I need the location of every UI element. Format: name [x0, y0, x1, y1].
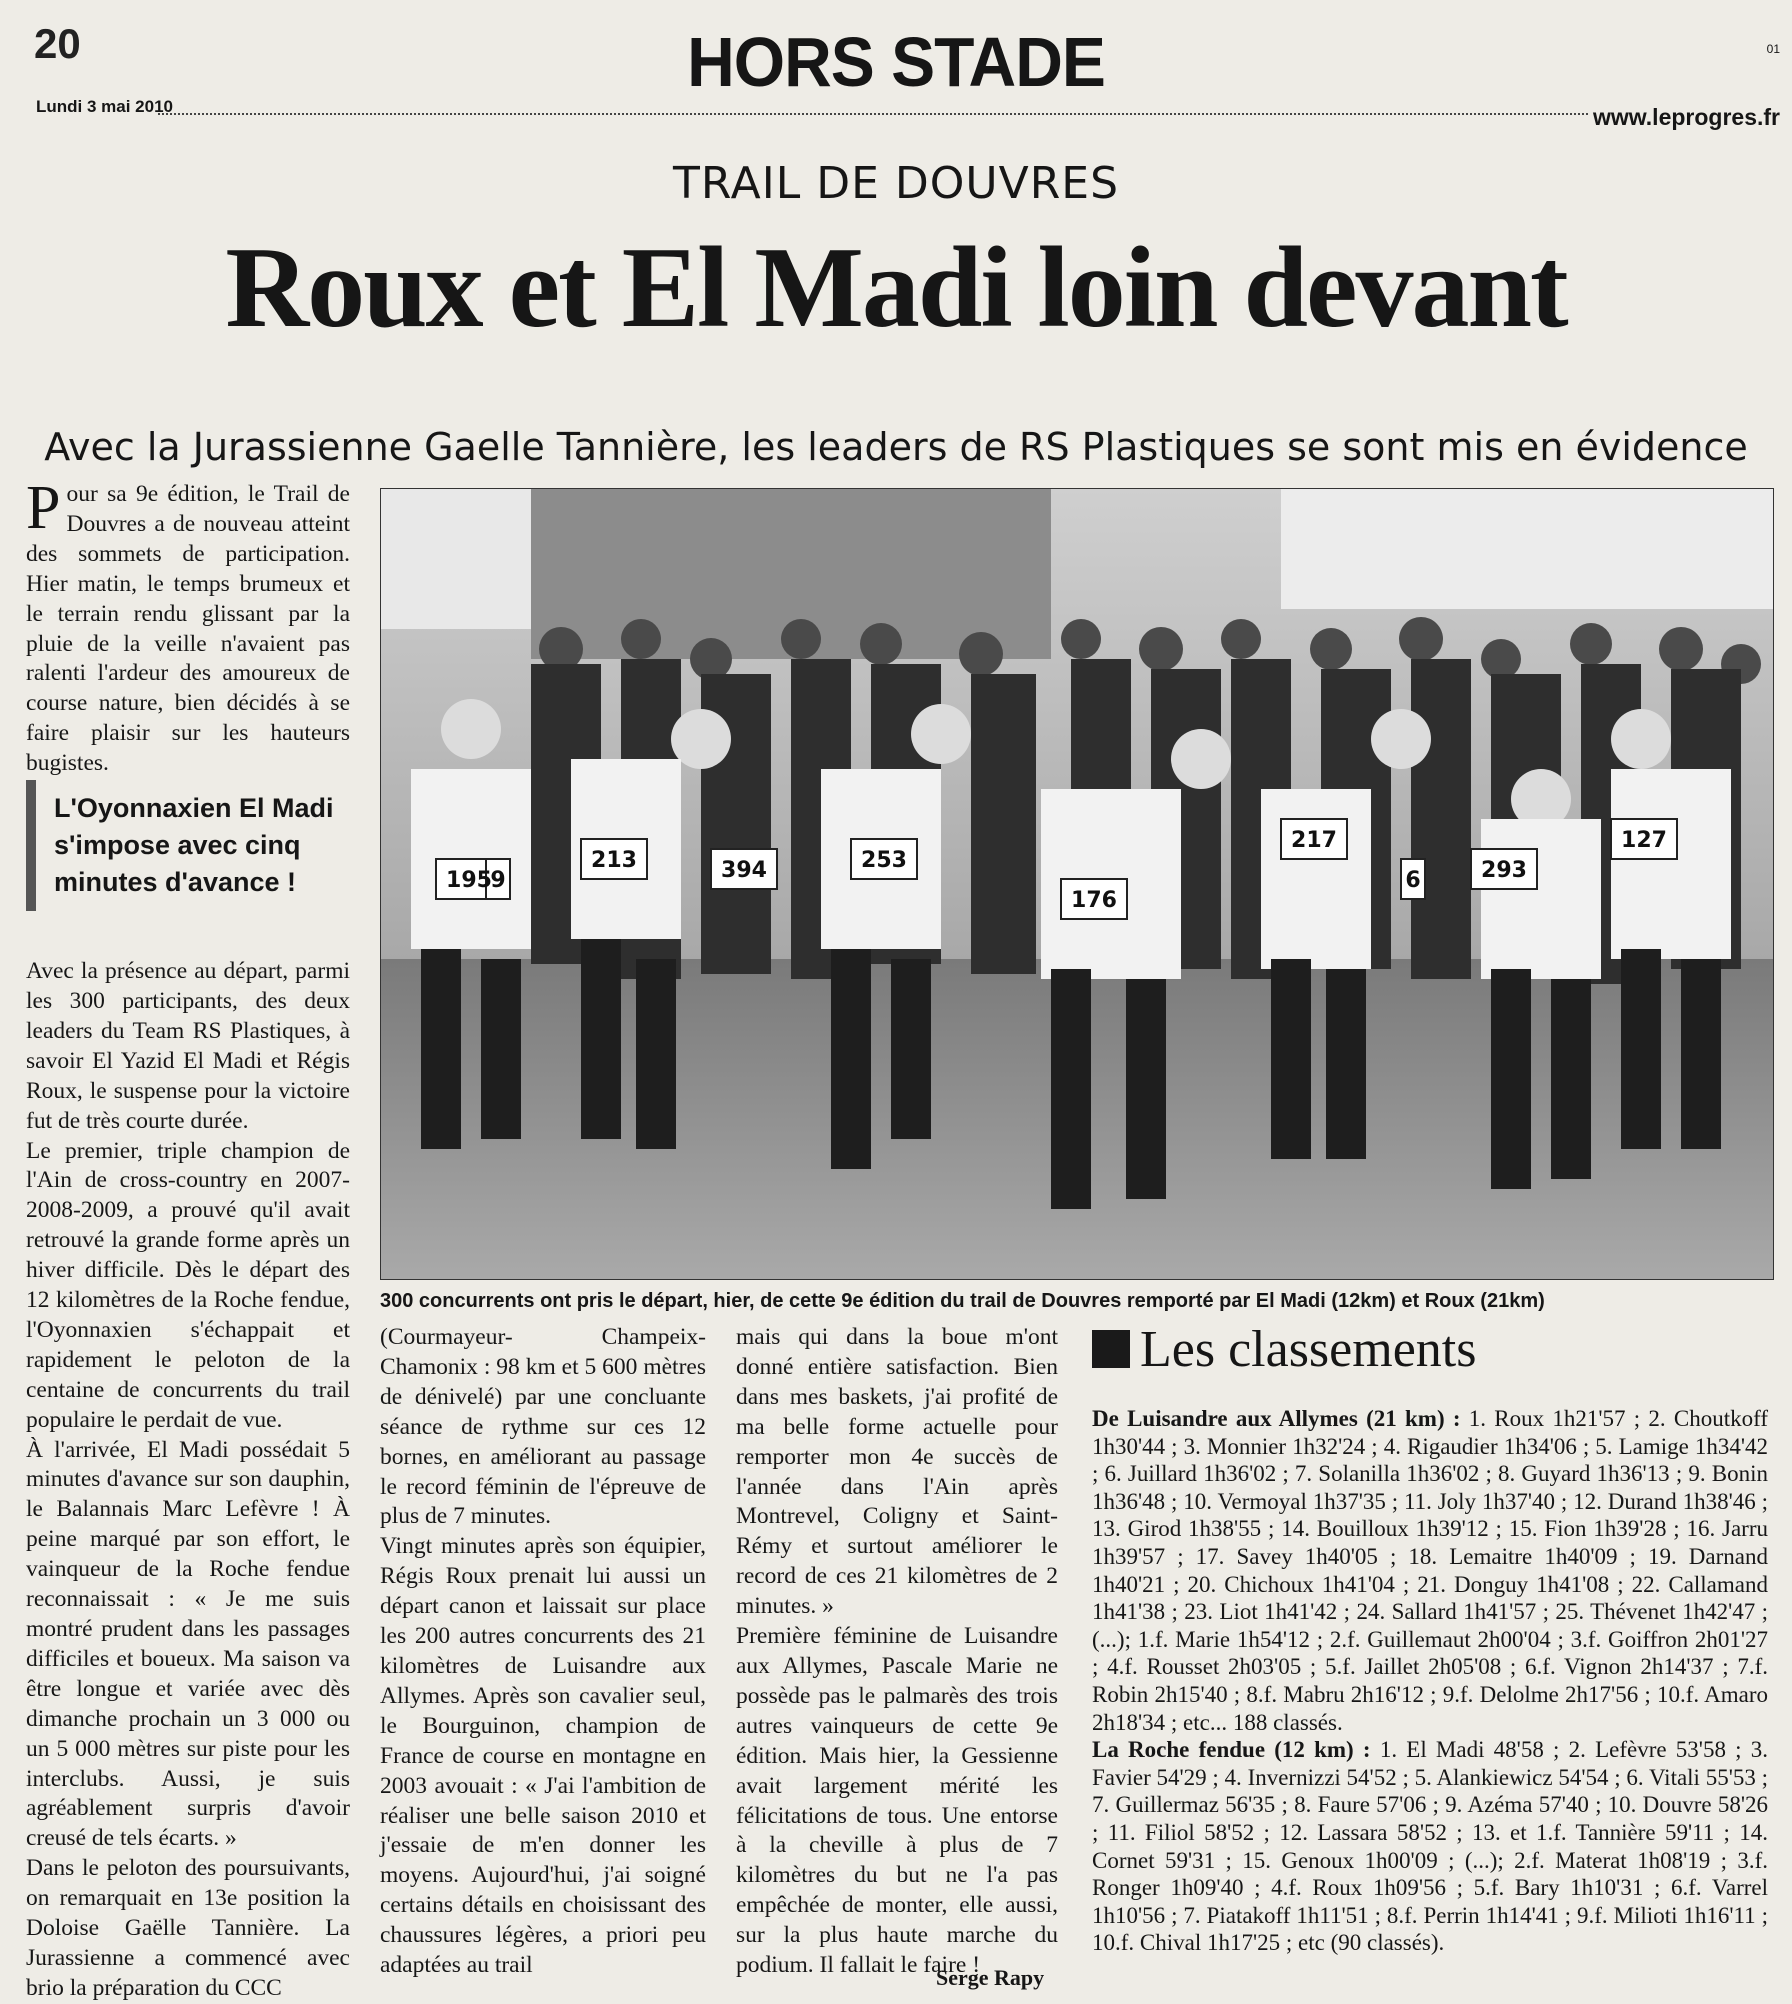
pullquote: L'Oyonnaxien El Madi s'impose avec cinq minutes d'avance !	[26, 780, 374, 911]
website-url: www.leprogres.fr	[1592, 104, 1780, 130]
bib-number: 293	[1481, 858, 1527, 883]
body-paragraph: Première féminine de Luisandre aux Allymes, Pascale Marie ne possède pas le palmarès des trois autres vainqueurs de cette 9e édition. Mais hier, la Gessienne avait largement mérité les félicitations de tous. Une entorse à la cheville à plus de 7 kilomètres du but ne l'a pas empêchée de monter, elle aussi, sur la plus haute marche du podium. Il fallait le faire !	[736, 1623, 1058, 1979]
photo-caption: 300 concurrents ont pris le départ, hier, de cette 9e édition du trail de Douvres remporté par El Madi (12km) et Roux (21km)	[380, 1290, 1545, 1312]
bib-number: 6	[1405, 868, 1421, 893]
bib-number: 394	[721, 858, 767, 883]
article-column-1	[26, 474, 350, 2004]
bib-number: 127	[1621, 828, 1667, 853]
body-paragraph: Vingt minutes après son équipier, Régis Roux prenait lui aussi un départ canon et laissait sur place les 200 autres concurrents des 21 kilomètres de Luisandre aux Allymes. Après son cavalier seul, le Bourguinon, champion de France de course en montagne en 2003 avouait : « J'ai l'ambition de réaliser une belle saison 2010 et j'essaie de m'en donner les moyens. Aujourd'hui, j'ai soigné certains détails en choisissant des chaussures légères, a priori peu adaptées au trail	[380, 1533, 706, 1979]
body-paragraph: Avec la présence au départ, parmi les 300 participants, des deux leaders du Team RS Plastiques, à savoir El Yazid El Madi et Régis Roux, le suspense pour la victoire fut de très courte durée.	[26, 958, 350, 1134]
classements-heading	[1092, 1320, 1476, 1379]
bib-number: 176	[1071, 888, 1117, 913]
body-paragraph: À l'arrivée, El Madi possédait 5 minutes d'avance sur son dauphin, le Balannais Marc Lefèvre ! À peine marqué par son effort, le vainqueur de la Roche fendue reconnaissait : « Je me suis montré prudent dans les passages difficiles et boueux. Ma saison va être longue et variée avec dès dimanche prochain un 3 000 ou un 5 000 mètres sur piste pour les interclubs. Aussi, je suis agréablement surpris d'avoir creusé de tels écarts. »	[26, 1436, 350, 1852]
race-name: La Roche fendue (12 km) :	[1092, 1737, 1371, 1763]
body-paragraph: mais qui dans la boue m'ont donné entière satisfaction. Bien dans mes baskets, j'ai profité de ma belle forme actuelle pour remporter mon 4e succès de l'année dans l'Ain après Montrevel, Coligny et Saint-Rémy et surtout améliorer le record de ces 21 kilomètres de 2 minutes. »	[736, 1324, 1058, 1620]
square-bullet-icon	[1092, 1330, 1130, 1368]
photo-illustration	[381, 489, 1773, 1279]
article-kicker: TRAIL DE DOUVRES	[672, 158, 1120, 209]
body-paragraph: Le premier, triple champion de l'Ain de cross-country en 2007-2008-2009, a prouvé qu'il avait retrouvé la grande forme après un hiver difficile. Dès le départ des 12 kilomètres de la Roche fendue, l'Oyonnaxien s'échappait et rapidement le peloton de la centaine de concurrents du trail populaire le perdait de vue.	[26, 1137, 350, 1433]
bib-number: 195	[446, 868, 492, 893]
intro-paragraph	[26, 474, 350, 779]
race-results-21km	[1092, 1405, 1768, 1736]
headline: Roux et El Madi loin devant	[225, 224, 1567, 352]
bib-number: 213	[591, 848, 637, 873]
drop-cap: P	[26, 474, 61, 542]
article-column-2	[380, 1323, 706, 1981]
subheadline: Avec la Jurassienne Gaelle Tannière, les leaders de RS Plastiques se sont mis en évidence	[44, 425, 1748, 469]
race-start-photo	[380, 488, 1774, 1280]
section-title: HORS STADE	[687, 23, 1105, 101]
header-dotted-rule	[158, 113, 1588, 115]
race-results-text: 1. El Madi 48'58 ; 2. Lefèvre 53'58 ; 3. Favier 54'29 ; 4. Invernizzi 54'52 ; 5. Alankiewicz 54'54 ; 6. Vitali 55'53 ; 7. Guillermaz 56'35 ; 8. Faure 57'06 ; 9. Azéma 57'40 ; 10. Douvre 58'26 ; 11. Filiol 58'52 ; 12. Lassara 58'52 ; 13. et 1.f. Tannière 59'11 ; 14. Cornet 59'31 ; 15. Genoux 1h00'09 ; (...); 2.f. Materat 1h08'19 ; 3.f. Ronger 1h09'40 ; 4.f. Roux 1h09'56 ; 5.f. Bary 1h10'31 ; 6.f. Varrel 1h10'56 ; 7. Piatakoff 1h11'51 ; 8.f. Perrin 1h14'41 ; 9.f. Milioti 1h16'11 ; 10.f. Chival 1h17'25 ; etc (90 classés).	[1092, 1737, 1768, 1956]
article-column-3	[736, 1323, 1058, 1981]
author-byline: Serge Rapy	[936, 1965, 1045, 1990]
page-number: 20	[34, 20, 81, 67]
classements-title-text: Les classements	[1140, 1321, 1477, 1378]
race-results-text: 1. Roux 1h21'57 ; 2. Choutkoff 1h30'44 ; 3. Monnier 1h32'24 ; 4. Rigaudier 1h34'06 ; 5. Lamige 1h34'42 ; 6. Juillard 1h36'02 ; 7. Solanilla 1h36'02 ; 8. Guyard 1h36'13 ; 9. Bonin 1h36'48 ; 10. Vermoyal 1h37'35 ; 11. Joly 1h37'40 ; 12. Durand 1h38'46 ; 13. Girod 1h38'55 ; 14. Bouilloux 1h39'12 ; 15. Fion 1h39'28 ; 16. Jarru 1h39'57 ; 17. Savey 1h40'05 ; 18. Lemaitre 1h40'09 ; 19. Darnand 1h40'21 ; 20. Chichoux 1h41'04 ; 21. Donguy 1h41'08 ; 22. Callamand 1h41'38 ; 23. Liot 1h41'42 ; 24. Sallard 1h41'57 ; 25. Thévenet 1h42'47 ; (...); 1.f. Marie 1h54'12 ; 2.f. Guillemaut 2h00'04 ; 3.f. Goiffron 2h01'27 ; 4.f. Rousset 2h03'05 ; 5.f. Jaillet 2h05'08 ; 6.f. Vignon 2h14'37 ; 7.f. Robin 2h15'40 ; 8.f. Mabru 2h16'12 ; 9.f. Delolme 2h17'56 ; 10.f. Amaro 2h18'34 ; etc... 188 classés.	[1092, 1406, 1768, 1735]
race-name: De Luisandre aux Allymes (21 km) :	[1092, 1406, 1461, 1431]
issue-date: Lundi 3 mai 2010	[36, 97, 173, 116]
bib-number: 217	[1291, 828, 1337, 853]
folio: 01	[1766, 42, 1780, 56]
bib-number: 9	[490, 868, 506, 893]
intro-text: our sa 9e édition, le Trail de Douvres a de nouveau atteint des sommets de participation. Hier matin, le temps brumeux et le terrain rendu glissant par la pluie de la veille n'avaient pas ralenti l'ardeur des amoureux de course nature, bien décidés à se faire plaisir sur les hauteurs bugistes.	[26, 481, 350, 777]
body-paragraph: (Courmayeur- Champeix-Chamonix : 98 km et 5 600 mètres de dénivelé) par une concluante séance de rythme sur ces 12 bornes, en améliorant au passage le record féminin de l'épreuve de plus de 7 minutes.	[380, 1324, 706, 1530]
classements-results	[1092, 1405, 1768, 1957]
race-results-12km	[1092, 1736, 1768, 1957]
bib-number: 253	[861, 848, 907, 873]
body-paragraph: Dans le peloton des poursuivants, on remarquait en 13e position la Doloise Gaëlle Tannière. La Jurassienne a commencé avec brio la préparation du CCC	[26, 1855, 350, 2001]
